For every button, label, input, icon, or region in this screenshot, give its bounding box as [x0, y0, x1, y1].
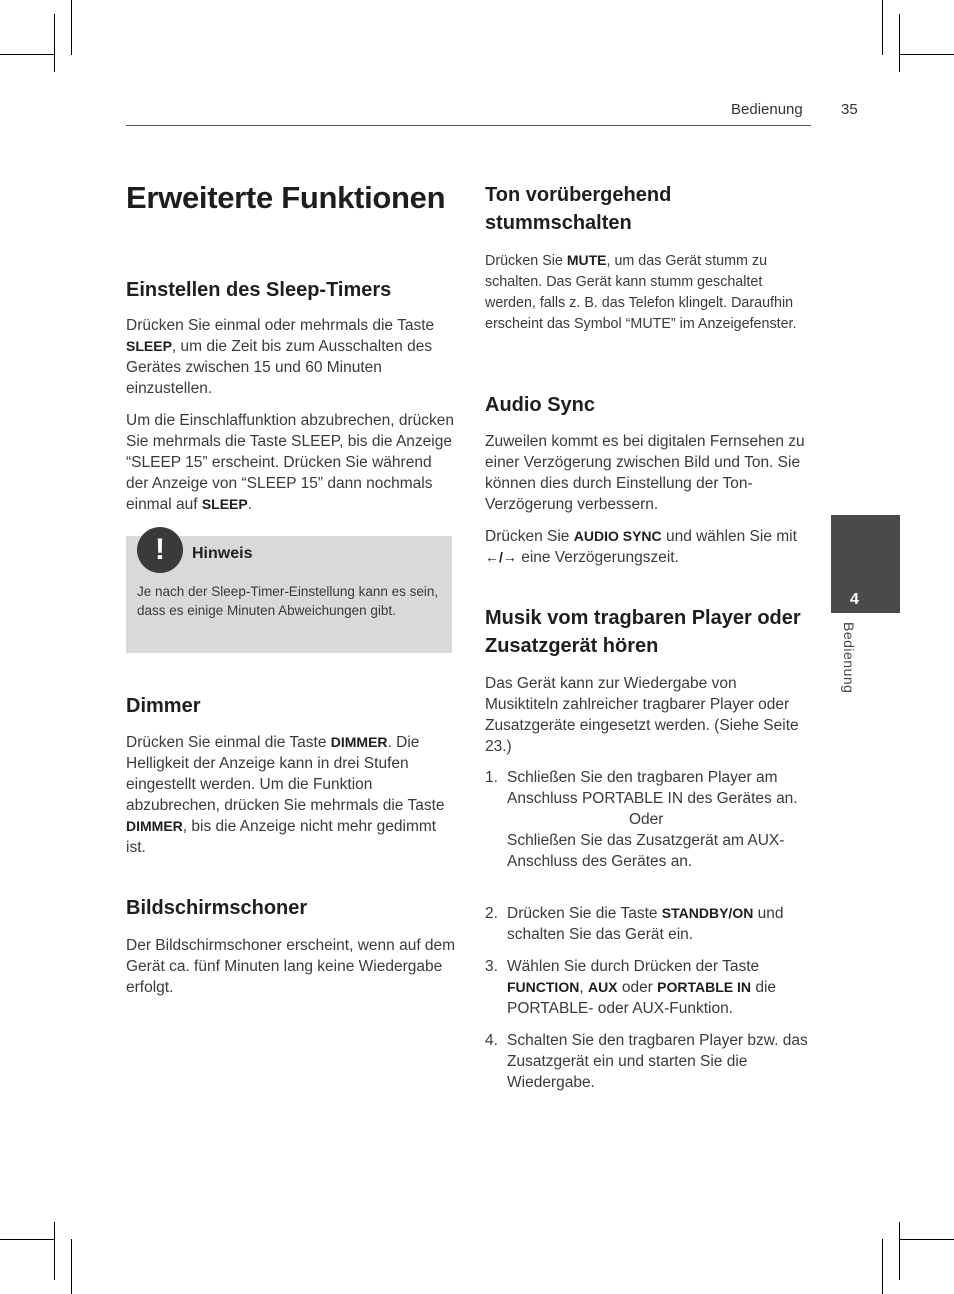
mute-paragraph: Drücken Sie MUTE, um das Gerät stumm zu schalten. Das Gerät kann stumm geschaltet werden, falls z. B. das Telefon klingelt. Daraufhin erscheint das Symbol “MUTE” im Anzeigefenster. [485, 252, 797, 332]
audio-sync-key: AUDIO SYNC [573, 528, 662, 544]
oder-label: Oder [629, 811, 664, 828]
screensaver-heading: Bildschirmschoner [126, 897, 308, 919]
mute-key: MUTE [566, 252, 607, 268]
running-header-section: Bedienung [731, 101, 803, 118]
note-title: Hinweis [192, 545, 253, 562]
sleep-key: SLEEP [201, 496, 248, 512]
sleep-timer-paragraph-2: Um die Einschlaffunktion abzubrechen, drücken Sie mehrmals die Taste SLEEP, bis die Anzeige “SLEEP 15” erscheint. Drücken Sie während der Anzeige von “SLEEP 15” dann nochmals einmal auf SLEEP. [126, 412, 454, 513]
audio-sync-paragraph-1: Zuweilen kommt es bei digitalen Fernsehen zu einer Verzögerung zwischen Bild und Ton. Sie können dies durch Einstellung der Ton-Verzögerung verbessern. [485, 433, 805, 513]
portable-in-key: PORTABLE IN [657, 979, 752, 995]
chapter-tab-label: Bedienung [841, 622, 857, 694]
audio-sync-paragraph-2: Drücken Sie AUDIO SYNC und wählen Sie mit ←/→ eine Verzögerungszeit. [485, 528, 797, 566]
sleep-key: SLEEP [126, 338, 172, 354]
screensaver-paragraph: Der Bildschirmschoner erscheint, wenn auf dem Gerät ca. fünf Minuten lang keine Wiedergabe erfolgt. [126, 937, 456, 996]
aux-key: AUX [587, 979, 618, 995]
chapter-number: 4 [850, 591, 859, 608]
function-key: FUNCTION [507, 979, 580, 995]
note-text: Je nach der Sleep-Timer-Einstellung kann es sein, dass es einige Minuten Abweichungen gibt. [137, 584, 439, 618]
header-rule [126, 125, 811, 126]
audio-sync-heading: Audio Sync [485, 394, 596, 416]
left-right-arrow-icon: ←/→ [485, 549, 517, 565]
sleep-timer-paragraph-1: Drücken Sie einmal oder mehrmals die Taste SLEEP, um die Zeit bis zum Ausschalten des Gerätes zwischen 15 und 60 Minuten einzustellen. [126, 317, 435, 397]
portable-heading: Musik vom tragbaren Player oder Zusatzgerät hören [485, 607, 801, 657]
chapter-tab [831, 515, 900, 613]
exclamation-icon: ! [137, 527, 183, 573]
standby-key: STANDBY/ON [661, 905, 754, 921]
dimmer-key: DIMMER [126, 818, 183, 834]
dimmer-heading: Dimmer [126, 695, 201, 717]
dimmer-key: DIMMER [330, 734, 388, 750]
page-number: 35 [841, 101, 858, 118]
dimmer-paragraph: Drücken Sie einmal die Taste DIMMER. Die Helligkeit der Anzeige kann in drei Stufen eingestellt werden. Um die Funktion abzubrechen, drücken Sie mehrmals die Taste DIMMER, bis die Anzeige nicht mehr gedimmt ist. [126, 734, 445, 856]
mute-heading: Ton vorübergehend stummschalten [485, 184, 672, 234]
portable-intro: Das Gerät kann zur Wiedergabe von Musiktiteln zahlreicher tragbarer Player oder Zusatzgeräte eingesetzt werden. (Siehe Seite 23.) [485, 675, 799, 755]
page-title: Erweiterte Funktionen [126, 180, 446, 215]
sleep-timer-heading: Einstellen des Sleep-Timers [126, 279, 392, 301]
note-box [126, 533, 452, 653]
